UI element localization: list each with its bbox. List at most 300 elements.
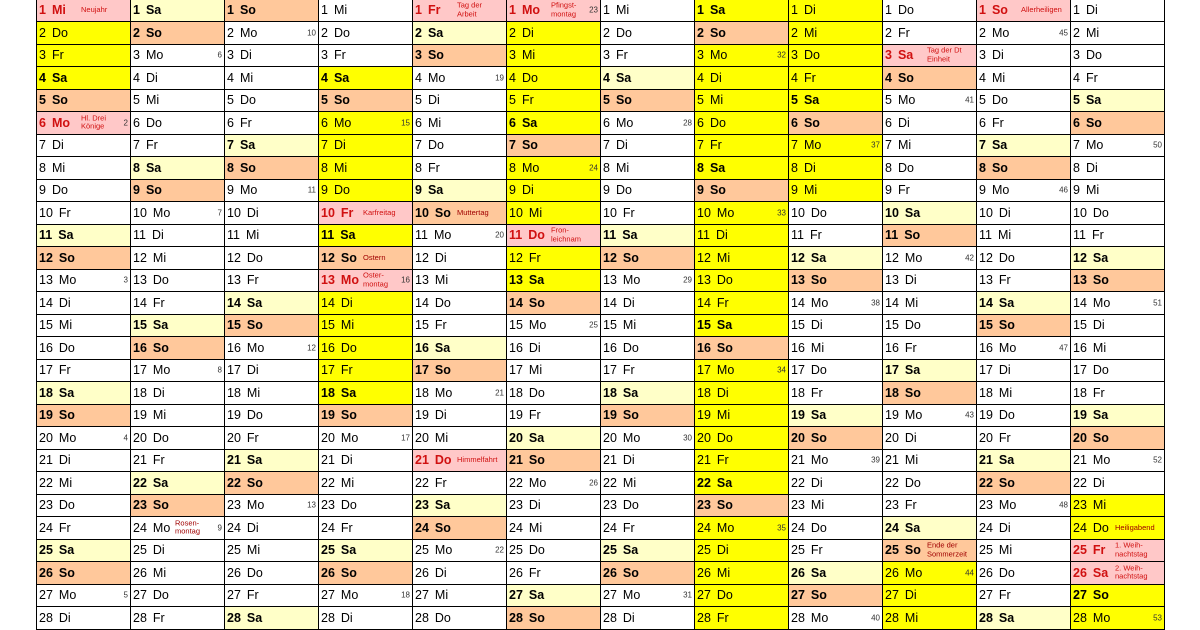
day-cell[interactable] xyxy=(1071,472,1164,495)
day-cell[interactable] xyxy=(977,292,1070,315)
day-cell[interactable] xyxy=(789,90,882,113)
day-cell[interactable] xyxy=(319,427,412,450)
day-cell[interactable] xyxy=(507,382,600,405)
day-cell[interactable] xyxy=(883,382,976,405)
day-cell[interactable] xyxy=(1071,315,1164,338)
day-cell[interactable] xyxy=(789,405,882,428)
day-cell[interactable] xyxy=(319,45,412,68)
day-cell[interactable] xyxy=(977,180,1070,203)
day-cell[interactable] xyxy=(507,540,600,563)
day-cell[interactable] xyxy=(977,247,1070,270)
day-cell[interactable] xyxy=(319,585,412,608)
day-cell[interactable] xyxy=(37,247,130,270)
day-cell[interactable] xyxy=(131,112,224,135)
day-cell[interactable] xyxy=(883,202,976,225)
day-cell[interactable] xyxy=(695,67,788,90)
day-cell[interactable] xyxy=(789,247,882,270)
day-cell[interactable] xyxy=(413,517,506,540)
day-cell[interactable] xyxy=(883,495,976,518)
day-cell[interactable] xyxy=(131,157,224,180)
day-cell[interactable] xyxy=(131,270,224,293)
day-cell[interactable] xyxy=(319,90,412,113)
day-cell[interactable] xyxy=(977,90,1070,113)
day-cell[interactable] xyxy=(37,202,130,225)
day-cell[interactable] xyxy=(977,360,1070,383)
day-cell[interactable] xyxy=(225,562,318,585)
day-cell[interactable] xyxy=(413,450,506,473)
day-cell[interactable] xyxy=(37,360,130,383)
day-cell[interactable] xyxy=(695,540,788,563)
day-cell[interactable] xyxy=(789,360,882,383)
day-cell[interactable] xyxy=(695,382,788,405)
day-cell[interactable] xyxy=(225,450,318,473)
day-cell[interactable] xyxy=(37,270,130,293)
day-cell[interactable] xyxy=(131,22,224,45)
day-cell[interactable] xyxy=(601,405,694,428)
day-cell[interactable] xyxy=(507,225,600,248)
day-cell[interactable] xyxy=(789,45,882,68)
day-cell[interactable] xyxy=(319,0,412,22)
day-cell[interactable] xyxy=(319,157,412,180)
day-cell[interactable] xyxy=(695,157,788,180)
day-cell[interactable] xyxy=(507,292,600,315)
day-cell[interactable] xyxy=(695,90,788,113)
day-cell[interactable] xyxy=(225,585,318,608)
day-cell[interactable] xyxy=(883,540,976,563)
day-cell[interactable] xyxy=(225,90,318,113)
day-cell[interactable] xyxy=(507,90,600,113)
day-cell[interactable] xyxy=(789,382,882,405)
day-cell[interactable] xyxy=(413,157,506,180)
day-cell[interactable] xyxy=(977,157,1070,180)
day-cell[interactable] xyxy=(507,607,600,630)
day-cell[interactable] xyxy=(319,292,412,315)
day-cell[interactable] xyxy=(601,22,694,45)
day-cell[interactable] xyxy=(37,22,130,45)
day-cell[interactable] xyxy=(601,585,694,608)
day-cell[interactable] xyxy=(883,45,976,68)
day-cell[interactable] xyxy=(789,202,882,225)
day-cell[interactable] xyxy=(695,562,788,585)
day-cell[interactable] xyxy=(977,517,1070,540)
day-cell[interactable] xyxy=(225,270,318,293)
day-cell[interactable] xyxy=(131,540,224,563)
day-cell[interactable] xyxy=(883,22,976,45)
day-cell[interactable] xyxy=(601,360,694,383)
day-cell[interactable] xyxy=(131,450,224,473)
day-cell[interactable] xyxy=(789,270,882,293)
day-cell[interactable] xyxy=(507,202,600,225)
day-cell[interactable] xyxy=(789,607,882,630)
day-cell[interactable] xyxy=(507,0,600,22)
day-cell[interactable] xyxy=(695,112,788,135)
day-cell[interactable] xyxy=(695,202,788,225)
day-cell[interactable] xyxy=(37,90,130,113)
day-cell[interactable] xyxy=(695,0,788,22)
day-cell[interactable] xyxy=(225,135,318,158)
day-cell[interactable] xyxy=(507,495,600,518)
day-cell[interactable] xyxy=(1071,360,1164,383)
day-cell[interactable] xyxy=(695,607,788,630)
day-cell[interactable] xyxy=(225,202,318,225)
day-cell[interactable] xyxy=(131,405,224,428)
day-cell[interactable] xyxy=(319,202,412,225)
day-cell[interactable] xyxy=(413,337,506,360)
day-cell[interactable] xyxy=(319,472,412,495)
day-cell[interactable] xyxy=(977,45,1070,68)
day-cell[interactable] xyxy=(1071,225,1164,248)
day-cell[interactable] xyxy=(413,562,506,585)
day-cell[interactable] xyxy=(601,517,694,540)
day-cell[interactable] xyxy=(1071,22,1164,45)
day-cell[interactable] xyxy=(1071,67,1164,90)
day-cell[interactable] xyxy=(1071,270,1164,293)
day-cell[interactable] xyxy=(131,427,224,450)
day-cell[interactable] xyxy=(507,45,600,68)
day-cell[interactable] xyxy=(883,450,976,473)
day-cell[interactable] xyxy=(789,67,882,90)
day-cell[interactable] xyxy=(789,427,882,450)
day-cell[interactable] xyxy=(413,495,506,518)
day-cell[interactable] xyxy=(977,585,1070,608)
day-cell[interactable] xyxy=(883,135,976,158)
day-cell[interactable] xyxy=(883,157,976,180)
day-cell[interactable] xyxy=(225,292,318,315)
day-cell[interactable] xyxy=(883,517,976,540)
day-cell[interactable] xyxy=(601,382,694,405)
day-cell[interactable] xyxy=(37,585,130,608)
day-cell[interactable] xyxy=(225,427,318,450)
day-cell[interactable] xyxy=(225,225,318,248)
day-cell[interactable] xyxy=(225,540,318,563)
day-cell[interactable] xyxy=(413,45,506,68)
day-cell[interactable] xyxy=(319,607,412,630)
day-cell[interactable] xyxy=(695,450,788,473)
day-cell[interactable] xyxy=(1071,450,1164,473)
day-cell[interactable] xyxy=(37,427,130,450)
day-cell[interactable] xyxy=(507,472,600,495)
day-cell[interactable] xyxy=(1071,405,1164,428)
day-cell[interactable] xyxy=(131,45,224,68)
day-cell[interactable] xyxy=(977,450,1070,473)
day-cell[interactable] xyxy=(413,315,506,338)
day-cell[interactable] xyxy=(601,292,694,315)
day-cell[interactable] xyxy=(883,112,976,135)
day-cell[interactable] xyxy=(413,270,506,293)
day-cell[interactable] xyxy=(131,202,224,225)
day-cell[interactable] xyxy=(695,337,788,360)
day-cell[interactable] xyxy=(1071,247,1164,270)
day-cell[interactable] xyxy=(601,67,694,90)
day-cell[interactable] xyxy=(319,517,412,540)
day-cell[interactable] xyxy=(37,225,130,248)
day-cell[interactable] xyxy=(37,112,130,135)
day-cell[interactable] xyxy=(789,585,882,608)
day-cell[interactable] xyxy=(1071,45,1164,68)
day-cell[interactable] xyxy=(507,315,600,338)
day-cell[interactable] xyxy=(601,562,694,585)
day-cell[interactable] xyxy=(37,472,130,495)
day-cell[interactable] xyxy=(977,202,1070,225)
day-cell[interactable] xyxy=(1071,382,1164,405)
day-cell[interactable] xyxy=(225,22,318,45)
day-cell[interactable] xyxy=(225,180,318,203)
day-cell[interactable] xyxy=(507,67,600,90)
day-cell[interactable] xyxy=(789,450,882,473)
day-cell[interactable] xyxy=(695,180,788,203)
day-cell[interactable] xyxy=(131,337,224,360)
day-cell[interactable] xyxy=(977,337,1070,360)
day-cell[interactable] xyxy=(319,270,412,293)
day-cell[interactable] xyxy=(977,135,1070,158)
day-cell[interactable] xyxy=(695,225,788,248)
day-cell[interactable] xyxy=(883,360,976,383)
day-cell[interactable] xyxy=(507,337,600,360)
day-cell[interactable] xyxy=(601,225,694,248)
day-cell[interactable] xyxy=(131,562,224,585)
day-cell[interactable] xyxy=(507,585,600,608)
day-cell[interactable] xyxy=(37,180,130,203)
day-cell[interactable] xyxy=(225,495,318,518)
day-cell[interactable] xyxy=(37,292,130,315)
day-cell[interactable] xyxy=(37,135,130,158)
day-cell[interactable] xyxy=(37,607,130,630)
day-cell[interactable] xyxy=(507,157,600,180)
day-cell[interactable] xyxy=(131,0,224,22)
day-cell[interactable] xyxy=(413,540,506,563)
day-cell[interactable] xyxy=(507,270,600,293)
day-cell[interactable] xyxy=(507,562,600,585)
day-cell[interactable] xyxy=(695,292,788,315)
day-cell[interactable] xyxy=(601,135,694,158)
day-cell[interactable] xyxy=(601,90,694,113)
day-cell[interactable] xyxy=(37,315,130,338)
day-cell[interactable] xyxy=(601,450,694,473)
day-cell[interactable] xyxy=(225,247,318,270)
day-cell[interactable] xyxy=(883,405,976,428)
day-cell[interactable] xyxy=(883,607,976,630)
day-cell[interactable] xyxy=(695,427,788,450)
day-cell[interactable] xyxy=(507,517,600,540)
day-cell[interactable] xyxy=(413,202,506,225)
day-cell[interactable] xyxy=(413,427,506,450)
day-cell[interactable] xyxy=(977,225,1070,248)
day-cell[interactable] xyxy=(225,315,318,338)
day-cell[interactable] xyxy=(131,180,224,203)
day-cell[interactable] xyxy=(883,585,976,608)
day-cell[interactable] xyxy=(883,315,976,338)
day-cell[interactable] xyxy=(413,247,506,270)
day-cell[interactable] xyxy=(977,607,1070,630)
day-cell[interactable] xyxy=(225,382,318,405)
day-cell[interactable] xyxy=(507,135,600,158)
day-cell[interactable] xyxy=(883,90,976,113)
day-cell[interactable] xyxy=(601,427,694,450)
day-cell[interactable] xyxy=(695,22,788,45)
day-cell[interactable] xyxy=(601,180,694,203)
day-cell[interactable] xyxy=(977,0,1070,22)
day-cell[interactable] xyxy=(37,495,130,518)
day-cell[interactable] xyxy=(601,0,694,22)
day-cell[interactable] xyxy=(695,315,788,338)
day-cell[interactable] xyxy=(789,135,882,158)
day-cell[interactable] xyxy=(789,495,882,518)
day-cell[interactable] xyxy=(883,337,976,360)
day-cell[interactable] xyxy=(789,337,882,360)
day-cell[interactable] xyxy=(131,495,224,518)
day-cell[interactable] xyxy=(883,247,976,270)
day-cell[interactable] xyxy=(507,450,600,473)
day-cell[interactable] xyxy=(37,67,130,90)
day-cell[interactable] xyxy=(977,562,1070,585)
day-cell[interactable] xyxy=(883,292,976,315)
day-cell[interactable] xyxy=(789,472,882,495)
day-cell[interactable] xyxy=(131,382,224,405)
day-cell[interactable] xyxy=(319,112,412,135)
day-cell[interactable] xyxy=(131,517,224,540)
day-cell[interactable] xyxy=(319,180,412,203)
day-cell[interactable] xyxy=(131,247,224,270)
day-cell[interactable] xyxy=(977,112,1070,135)
day-cell[interactable] xyxy=(1071,202,1164,225)
day-cell[interactable] xyxy=(977,382,1070,405)
day-cell[interactable] xyxy=(131,360,224,383)
day-cell[interactable] xyxy=(977,315,1070,338)
day-cell[interactable] xyxy=(319,315,412,338)
day-cell[interactable] xyxy=(601,202,694,225)
day-cell[interactable] xyxy=(225,360,318,383)
day-cell[interactable] xyxy=(37,562,130,585)
day-cell[interactable] xyxy=(601,45,694,68)
day-cell[interactable] xyxy=(977,405,1070,428)
day-cell[interactable] xyxy=(883,562,976,585)
day-cell[interactable] xyxy=(977,22,1070,45)
day-cell[interactable] xyxy=(789,562,882,585)
day-cell[interactable] xyxy=(695,135,788,158)
day-cell[interactable] xyxy=(319,562,412,585)
day-cell[interactable] xyxy=(883,427,976,450)
day-cell[interactable] xyxy=(601,337,694,360)
day-cell[interactable] xyxy=(319,225,412,248)
day-cell[interactable] xyxy=(977,67,1070,90)
day-cell[interactable] xyxy=(977,495,1070,518)
day-cell[interactable] xyxy=(413,360,506,383)
day-cell[interactable] xyxy=(789,112,882,135)
day-cell[interactable] xyxy=(977,472,1070,495)
day-cell[interactable] xyxy=(1071,517,1164,540)
day-cell[interactable] xyxy=(883,180,976,203)
day-cell[interactable] xyxy=(413,292,506,315)
day-cell[interactable] xyxy=(1071,180,1164,203)
day-cell[interactable] xyxy=(37,45,130,68)
day-cell[interactable] xyxy=(977,540,1070,563)
day-cell[interactable] xyxy=(225,337,318,360)
day-cell[interactable] xyxy=(601,270,694,293)
day-cell[interactable] xyxy=(37,382,130,405)
day-cell[interactable] xyxy=(601,247,694,270)
day-cell[interactable] xyxy=(413,67,506,90)
day-cell[interactable] xyxy=(413,405,506,428)
day-cell[interactable] xyxy=(789,292,882,315)
day-cell[interactable] xyxy=(131,292,224,315)
day-cell[interactable] xyxy=(1071,112,1164,135)
day-cell[interactable] xyxy=(695,495,788,518)
day-cell[interactable] xyxy=(37,157,130,180)
day-cell[interactable] xyxy=(413,135,506,158)
day-cell[interactable] xyxy=(225,517,318,540)
day-cell[interactable] xyxy=(131,135,224,158)
day-cell[interactable] xyxy=(225,405,318,428)
day-cell[interactable] xyxy=(1071,585,1164,608)
day-cell[interactable] xyxy=(695,270,788,293)
day-cell[interactable] xyxy=(413,472,506,495)
day-cell[interactable] xyxy=(319,360,412,383)
day-cell[interactable] xyxy=(37,540,130,563)
day-cell[interactable] xyxy=(319,135,412,158)
day-cell[interactable] xyxy=(1071,0,1164,22)
day-cell[interactable] xyxy=(789,180,882,203)
day-cell[interactable] xyxy=(131,90,224,113)
day-cell[interactable] xyxy=(413,225,506,248)
day-cell[interactable] xyxy=(319,382,412,405)
day-cell[interactable] xyxy=(413,90,506,113)
day-cell[interactable] xyxy=(601,472,694,495)
day-cell[interactable] xyxy=(225,157,318,180)
day-cell[interactable] xyxy=(789,0,882,22)
day-cell[interactable] xyxy=(977,270,1070,293)
day-cell[interactable] xyxy=(789,157,882,180)
day-cell[interactable] xyxy=(319,450,412,473)
day-cell[interactable] xyxy=(695,360,788,383)
day-cell[interactable] xyxy=(883,472,976,495)
day-cell[interactable] xyxy=(413,382,506,405)
day-cell[interactable] xyxy=(319,247,412,270)
day-cell[interactable] xyxy=(131,585,224,608)
day-cell[interactable] xyxy=(789,517,882,540)
day-cell[interactable] xyxy=(789,315,882,338)
day-cell[interactable] xyxy=(1071,495,1164,518)
day-cell[interactable] xyxy=(37,517,130,540)
day-cell[interactable] xyxy=(319,337,412,360)
day-cell[interactable] xyxy=(413,585,506,608)
day-cell[interactable] xyxy=(413,180,506,203)
day-cell[interactable] xyxy=(37,0,130,22)
day-cell[interactable] xyxy=(695,585,788,608)
day-cell[interactable] xyxy=(1071,157,1164,180)
day-cell[interactable] xyxy=(37,337,130,360)
day-cell[interactable] xyxy=(1071,427,1164,450)
day-cell[interactable] xyxy=(131,472,224,495)
day-cell[interactable] xyxy=(601,315,694,338)
day-cell[interactable] xyxy=(37,405,130,428)
day-cell[interactable] xyxy=(225,67,318,90)
day-cell[interactable] xyxy=(695,472,788,495)
day-cell[interactable] xyxy=(131,607,224,630)
day-cell[interactable] xyxy=(883,270,976,293)
day-cell[interactable] xyxy=(507,22,600,45)
day-cell[interactable] xyxy=(1071,292,1164,315)
day-cell[interactable] xyxy=(225,472,318,495)
day-cell[interactable] xyxy=(413,0,506,22)
day-cell[interactable] xyxy=(695,405,788,428)
day-cell[interactable] xyxy=(507,427,600,450)
day-cell[interactable] xyxy=(883,225,976,248)
day-cell[interactable] xyxy=(319,405,412,428)
day-cell[interactable] xyxy=(225,0,318,22)
day-cell[interactable] xyxy=(507,405,600,428)
day-cell[interactable] xyxy=(225,45,318,68)
day-cell[interactable] xyxy=(789,22,882,45)
